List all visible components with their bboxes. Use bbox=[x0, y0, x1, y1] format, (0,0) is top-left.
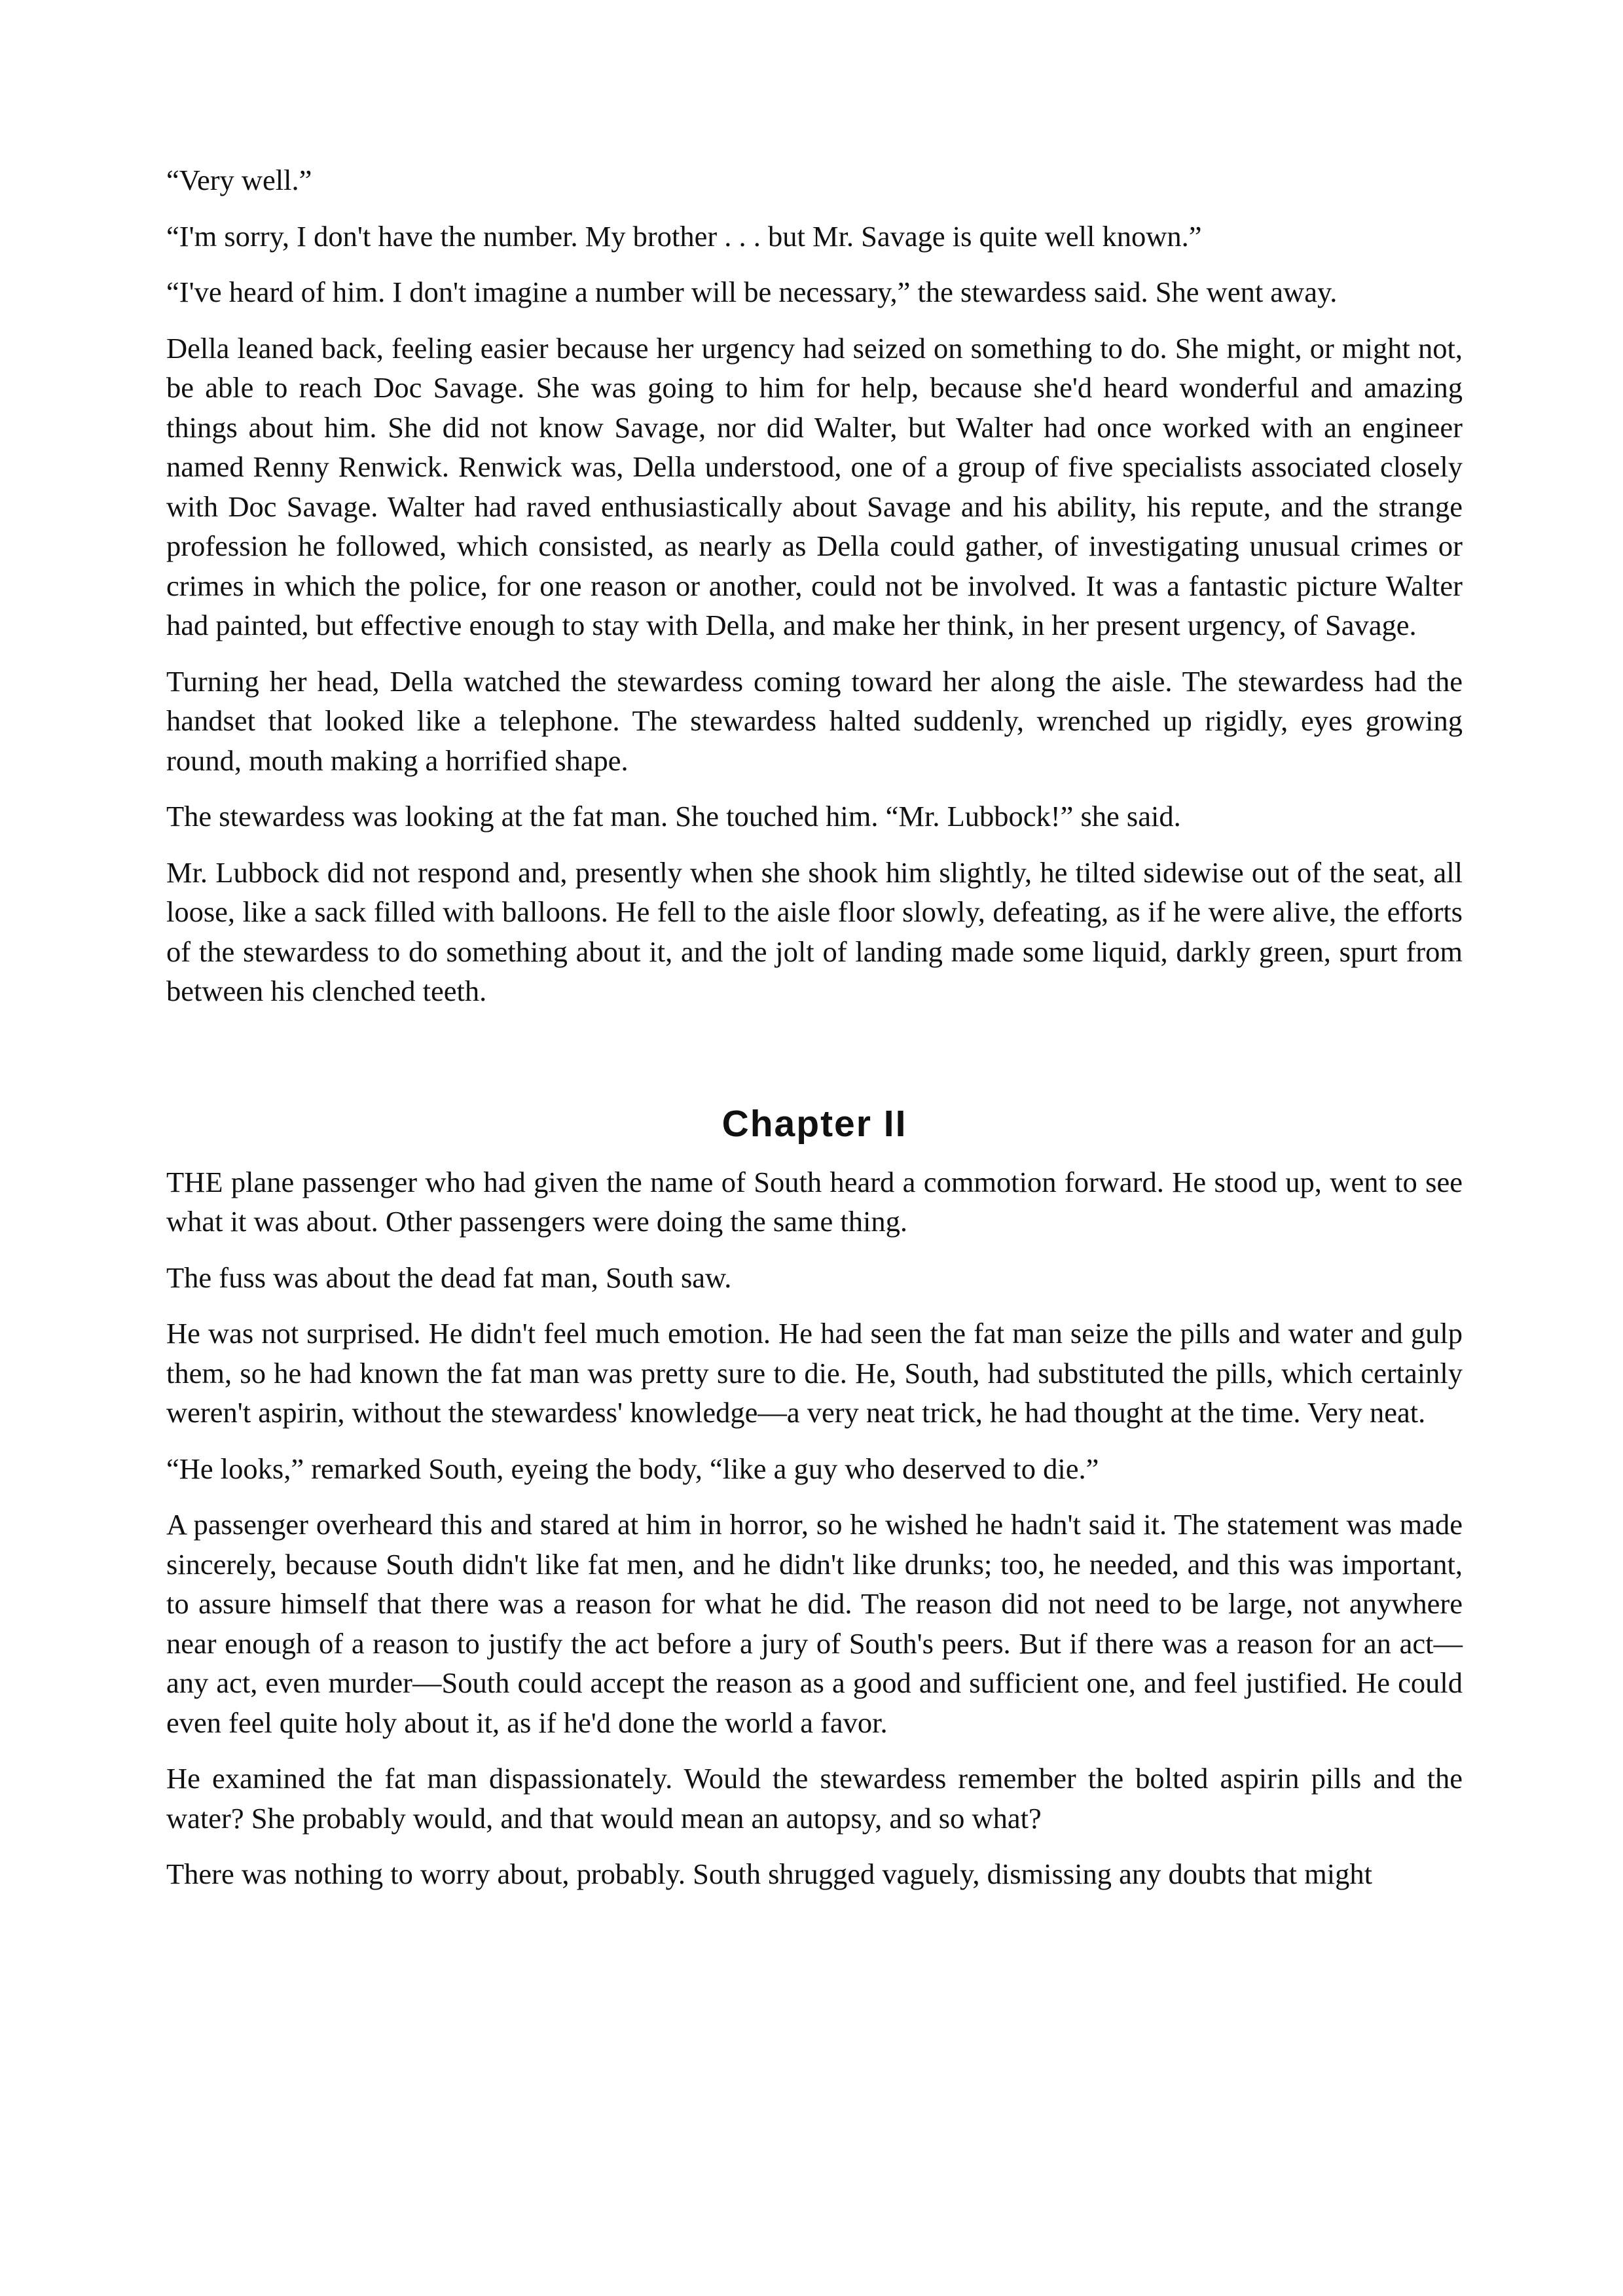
paragraph: The fuss was about the dead fat man, South saw. bbox=[166, 1261, 732, 1294]
paragraph: The stewardess was looking at the fat man. She touched him. “Mr. Lubbock!” she said. bbox=[166, 800, 1181, 833]
paragraph: He examined the fat man dispassionately. Would the stewardess remember the bolted aspirin pills and the water? She probably would, and that would mean an autopsy, and so what? bbox=[166, 1762, 1463, 1835]
paragraph: “I've heard of him. I don't imagine a number will be necessary,” the stewardess said. She went away. bbox=[166, 276, 1338, 308]
paragraph: “Very well.” bbox=[166, 164, 312, 196]
document-page bbox=[166, 160, 1463, 1910]
paragraph: Mr. Lubbock did not respond and, presently when she shook him slightly, he tilted sidewise out of the seat, all loose, like a sack filled with balloons. He fell to the aisle floor slowly, defeating, as if he were alive, the efforts of the stewardess to do something about it, and the jolt of landing made some liquid, darkly green, spurt from between his clenched teeth. bbox=[166, 855, 1463, 1007]
section-2 bbox=[166, 1162, 1463, 1894]
paragraph: There was nothing to worry about, probably. South shrugged vaguely, dismissing any doubts that might bbox=[166, 1857, 1372, 1890]
paragraph: Della leaned back, feeling easier because her urgency had seized on something to do. She might, or might not, be able to reach Doc Savage. She was going to him for help, because she'd heard wonderful and amazing things about him. She did not know Savage, nor did Walter, but Walter had once worked with an engineer named Renny Renwick. Renwick was, Della understood, one of a group of five specialists associated closely with Doc Savage. Walter had raved enthusiastically about Savage and his ability, his repute, and the strange profession he followed, which consisted, as nearly as Della could gather, of investigating unusual crimes or crimes in which the police, for one reason or another, could not be involved. It was a fantastic picture Walter had painted, but effective enough to stay with Della, and make her think, in her present urgency, of Savage. bbox=[166, 331, 1463, 641]
paragraph: “He looks,” remarked South, eyeing the body, “like a guy who deserved to die.” bbox=[166, 1452, 1099, 1485]
section-1 bbox=[166, 160, 1463, 1011]
chapter-title: Chapter II bbox=[721, 1102, 907, 1145]
paragraph: A passenger overheard this and stared at him in horror, so he wished he hadn't said it. The statement was made sincerely, because South didn't like fat men, and he didn't like drunks; too, he needed, and this was important, to assure himself that there was a reason for what he did. The reason did not need to be large, not anywhere near enough of a reason to justify the act before a jury of South's peers. But if there was a reason for an act—any act, even murder—South could accept the reason as a good and sufficient one, and feel justified. He could even feel quite holy about it, as if he'd done the world a favor. bbox=[166, 1508, 1463, 1739]
paragraph: He was not surprised. He didn't feel much emotion. He had seen the fat man seize the pills and water and gulp them, so he had known the fat man was pretty sure to die. He, South, had substituted the pills, which certainly weren't aspirin, without the stewardess' knowledge—a very neat trick, he had thought at the time. Very neat. bbox=[166, 1317, 1463, 1429]
paragraph: “I'm sorry, I don't have the number. My brother . . . but Mr. Savage is quite well known.” bbox=[166, 219, 1202, 253]
paragraph: Turning her head, Della watched the stewardess coming toward her along the aisle. The stewardess had the handset that looked like a telephone. The stewardess halted suddenly, wrenched up rigidly, eyes growing round, mouth making a horrified shape. bbox=[166, 664, 1463, 777]
paragraph: THE plane passenger who had given the name of South heard a commotion forward. He stood up, went to see what it was about. Other passengers were doing the same thing. bbox=[166, 1165, 1463, 1238]
